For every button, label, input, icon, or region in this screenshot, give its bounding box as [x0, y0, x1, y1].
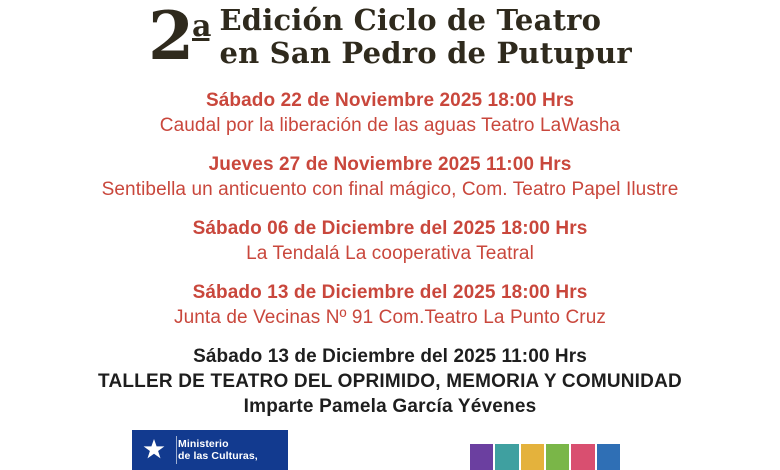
title-row — [0, 0, 780, 75]
event-subtitle: Imparte Pamela García Yévenes — [243, 396, 537, 417]
event-date: Sábado 13 de Diciembre del 2025 18:00 Hrs — [192, 282, 588, 303]
poster-title-block — [0, 0, 780, 75]
logo-color-block — [495, 444, 518, 470]
title-line-1: Edición Ciclo de Teatro — [219, 3, 602, 37]
event-date: Sábado 22 de Noviembre 2025 18:00 Hrs — [205, 90, 575, 111]
event-item — [0, 88, 780, 138]
ministerio-logo-text — [176, 438, 258, 462]
event-list — [0, 88, 780, 433]
logo-color-block — [521, 444, 544, 470]
logo-color-block — [546, 444, 569, 470]
ministerio-logo-line1: Ministerio — [178, 438, 229, 450]
title-line-2: en San Pedro de Putupur — [219, 36, 632, 70]
event-date: Sábado 13 de Diciembre del 2025 11:00 Hrs — [193, 346, 587, 367]
event-title: Sentibella un anticuento con final mágico, Com. Teatro Papel Ilustre — [101, 179, 679, 200]
ministerio-logo — [132, 430, 288, 470]
edition-number-digit: 2 — [148, 0, 192, 75]
title-lines — [219, 0, 631, 70]
event-title: Junta de Vecinas Nº 91 Com.Teatro La Punto Cruz — [174, 307, 606, 328]
event-title: TALLER DE TEATRO DEL OPRIMIDO, MEMORIA Y COMUNIDAD — [98, 371, 682, 392]
event-title: Caudal por la liberación de las aguas Teatro LaWasha — [159, 115, 621, 136]
logo-strip — [0, 410, 780, 470]
logo-color-block — [597, 444, 620, 470]
edition-number-ordinal: a — [192, 9, 210, 44]
event-date: Sábado 06 de Diciembre del 2025 18:00 Hrs — [192, 218, 588, 239]
event-title: La Tendalá La cooperativa Teatral — [246, 243, 534, 264]
event-item — [0, 280, 780, 330]
government-star-icon — [132, 430, 176, 470]
secondary-logo — [470, 442, 620, 470]
event-date: Jueves 27 de Noviembre 2025 11:00 Hrs — [208, 154, 572, 175]
logo-color-block — [571, 444, 594, 470]
event-item — [0, 216, 780, 266]
edition-number — [148, 0, 210, 75]
logo-divider — [176, 436, 177, 464]
event-item — [0, 152, 780, 202]
logo-color-block — [470, 444, 493, 470]
ministerio-logo-line2: de las Culturas, — [178, 450, 258, 462]
event-item — [0, 344, 780, 419]
